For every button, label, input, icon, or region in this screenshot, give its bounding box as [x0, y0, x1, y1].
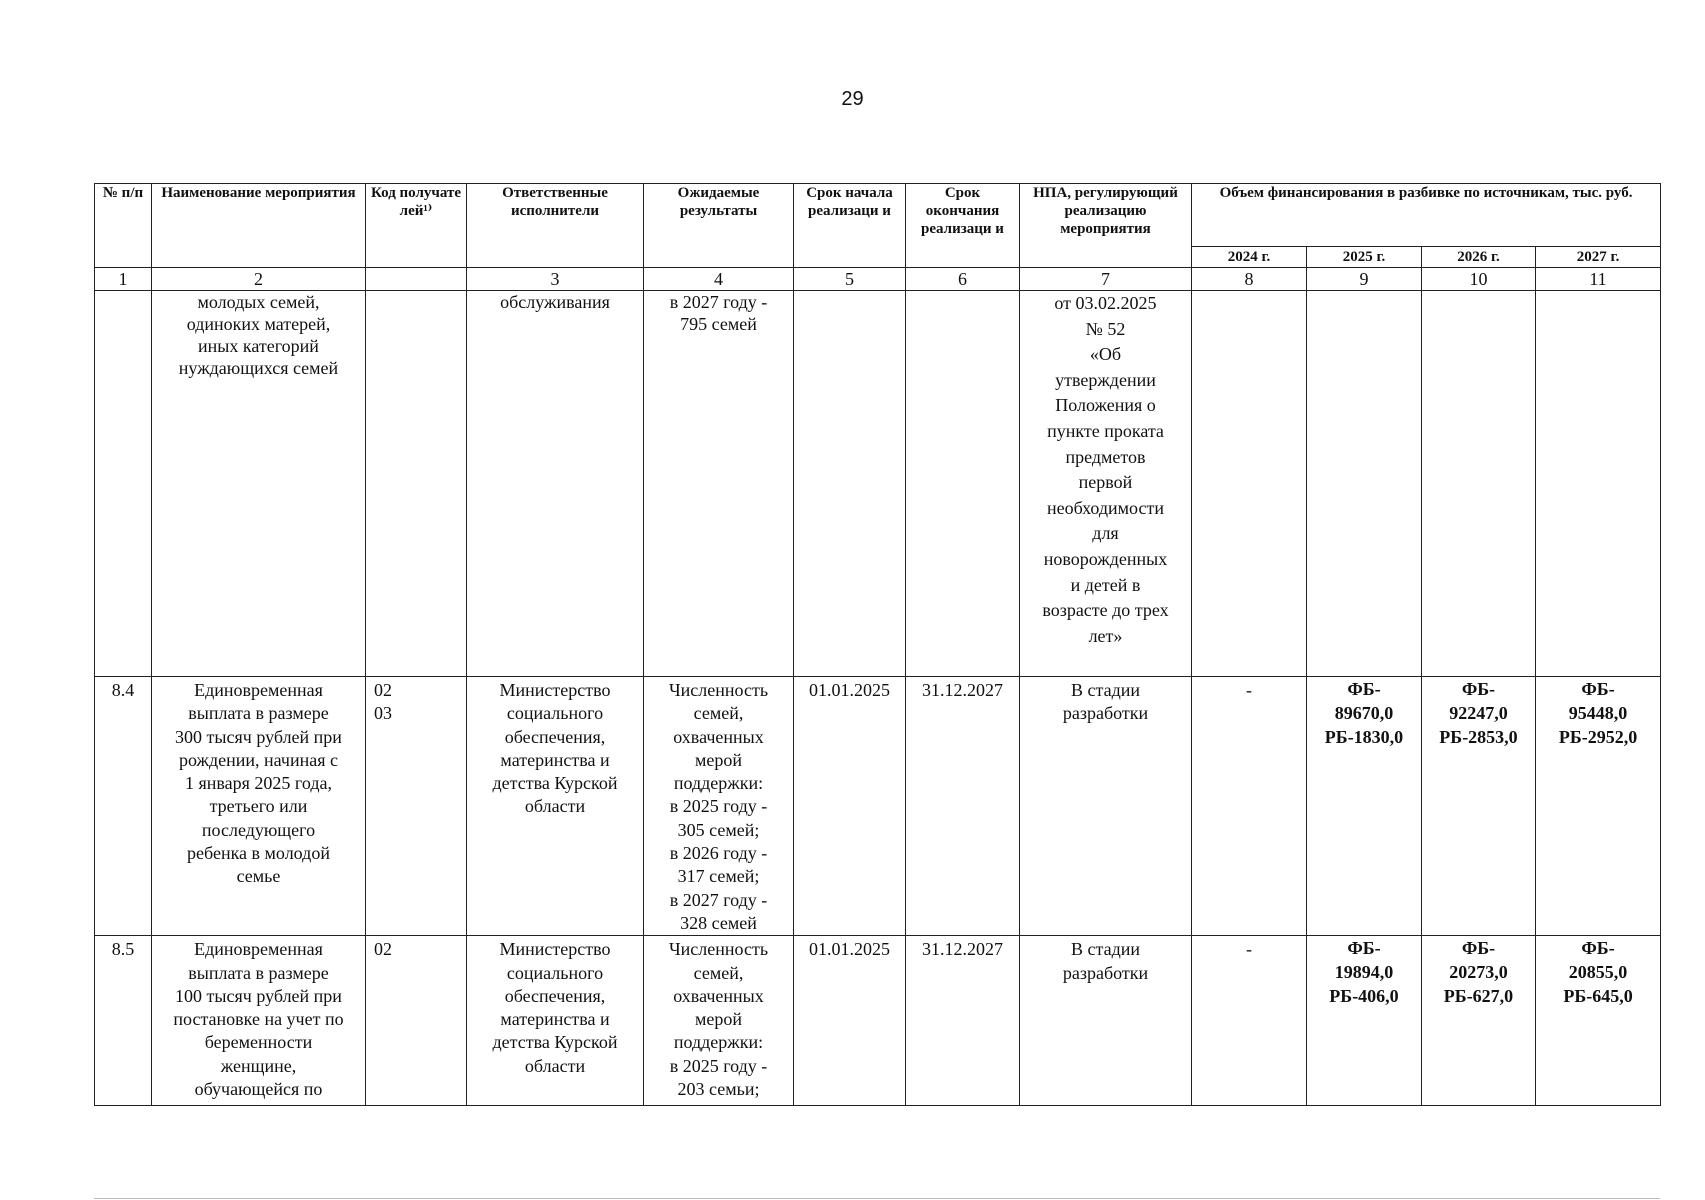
- bottom-scan-line: [94, 1198, 1660, 1199]
- row-start: [794, 291, 906, 677]
- header-num: № п/п: [95, 184, 152, 268]
- row-2026: [1422, 291, 1536, 677]
- row-results: Численность семей, охваченных мерой поддержки: в 2025 году - 203 семьи;: [644, 936, 794, 1106]
- row-code: 02: [366, 936, 467, 1106]
- row-executors: Министерство социального обеспечения, материнства и детства Курской области: [467, 677, 644, 936]
- row-executors: обслуживания: [467, 291, 644, 677]
- column-number: 5: [794, 268, 906, 291]
- column-number: 10: [1422, 268, 1536, 291]
- header-year-2024: 2024 г.: [1192, 247, 1307, 268]
- column-number: 8: [1192, 268, 1307, 291]
- header-financing: Объем финансирования в разбивке по источникам, тыс. руб.: [1192, 184, 1661, 247]
- measures-table: [94, 183, 1661, 1106]
- row-2026: ФБ- 92247,0 РБ-2853,0: [1422, 677, 1536, 936]
- header-name: Наименование мероприятия: [152, 184, 366, 268]
- row-2025: [1307, 291, 1422, 677]
- row-2025: ФБ- 89670,0 РБ-1830,0: [1307, 677, 1422, 936]
- row-2025: ФБ- 19894,0 РБ-406,0: [1307, 936, 1422, 1106]
- header-year-2025: 2025 г.: [1307, 247, 1422, 268]
- header-npa: НПА, регулирующий реализацию мероприятия: [1020, 184, 1192, 268]
- row-end: 31.12.2027: [906, 677, 1020, 936]
- row-results: Численность семей, охваченных мерой поддержки: в 2025 году - 305 семей; в 2026 году - 317 семей; в 2027 году - 328 семей: [644, 677, 794, 936]
- column-number: 1: [95, 268, 152, 291]
- header-start: Срок начала реализаци и: [794, 184, 906, 268]
- row-end: [906, 291, 1020, 677]
- column-number: 9: [1307, 268, 1422, 291]
- row-start: 01.01.2025: [794, 936, 906, 1106]
- column-number: 4: [644, 268, 794, 291]
- header-executors: Ответственные исполнители: [467, 184, 644, 268]
- header-results: Ожидаемые результаты: [644, 184, 794, 268]
- row-num: [95, 291, 152, 677]
- row-num: 8.5: [95, 936, 152, 1106]
- row-num: 8.4: [95, 677, 152, 936]
- table-row: [95, 677, 1661, 936]
- row-2024: [1192, 291, 1307, 677]
- row-name: молодых семей, одиноких матерей, иных категорий нуждающихся семей: [152, 291, 366, 677]
- header-year-2027: 2027 г.: [1536, 247, 1661, 268]
- row-2024: -: [1192, 677, 1307, 936]
- column-number: [366, 268, 467, 291]
- row-name: Единовременная выплата в размере 100 тысяч рублей при постановке на учет по беременности женщине, обучающейся по: [152, 936, 366, 1106]
- row-code: 02 03: [366, 677, 467, 936]
- row-2027: [1536, 291, 1661, 677]
- column-number: 11: [1536, 268, 1661, 291]
- header-end: Срок окончания реализаци и: [906, 184, 1020, 268]
- row-2027: ФБ- 20855,0 РБ-645,0: [1536, 936, 1661, 1106]
- row-npa: В стадии разработки: [1020, 936, 1192, 1106]
- row-code: [366, 291, 467, 677]
- header-code: Код получате лей¹⁾: [366, 184, 467, 268]
- row-2026: ФБ- 20273,0 РБ-627,0: [1422, 936, 1536, 1106]
- row-npa: В стадии разработки: [1020, 677, 1192, 936]
- header-row: [95, 184, 1661, 247]
- page-number: 29: [841, 88, 864, 110]
- column-number: 3: [467, 268, 644, 291]
- column-numbers-row: [95, 268, 1661, 291]
- row-2024: -: [1192, 936, 1307, 1106]
- row-2027: ФБ- 95448,0 РБ-2952,0: [1536, 677, 1661, 936]
- row-executors: Министерство социального обеспечения, материнства и детства Курской области: [467, 936, 644, 1106]
- column-number: 7: [1020, 268, 1192, 291]
- table-row: [95, 936, 1661, 1106]
- row-npa: от 03.02.2025 № 52 «Об утверждении Положения о пункте проката предметов первой необходимости для новорожденных и детей в возрасте до трех лет»: [1020, 291, 1192, 677]
- row-results: в 2027 году - 795 семей: [644, 291, 794, 677]
- header-year-2026: 2026 г.: [1422, 247, 1536, 268]
- row-name: Единовременная выплата в размере 300 тысяч рублей при рождении, начиная с 1 января 2025 года, третьего или последующего ребенка в молодой семье: [152, 677, 366, 936]
- row-end: 31.12.2027: [906, 936, 1020, 1106]
- row-start: 01.01.2025: [794, 677, 906, 936]
- column-number: 6: [906, 268, 1020, 291]
- column-number: 2: [152, 268, 366, 291]
- table-row: [95, 291, 1661, 677]
